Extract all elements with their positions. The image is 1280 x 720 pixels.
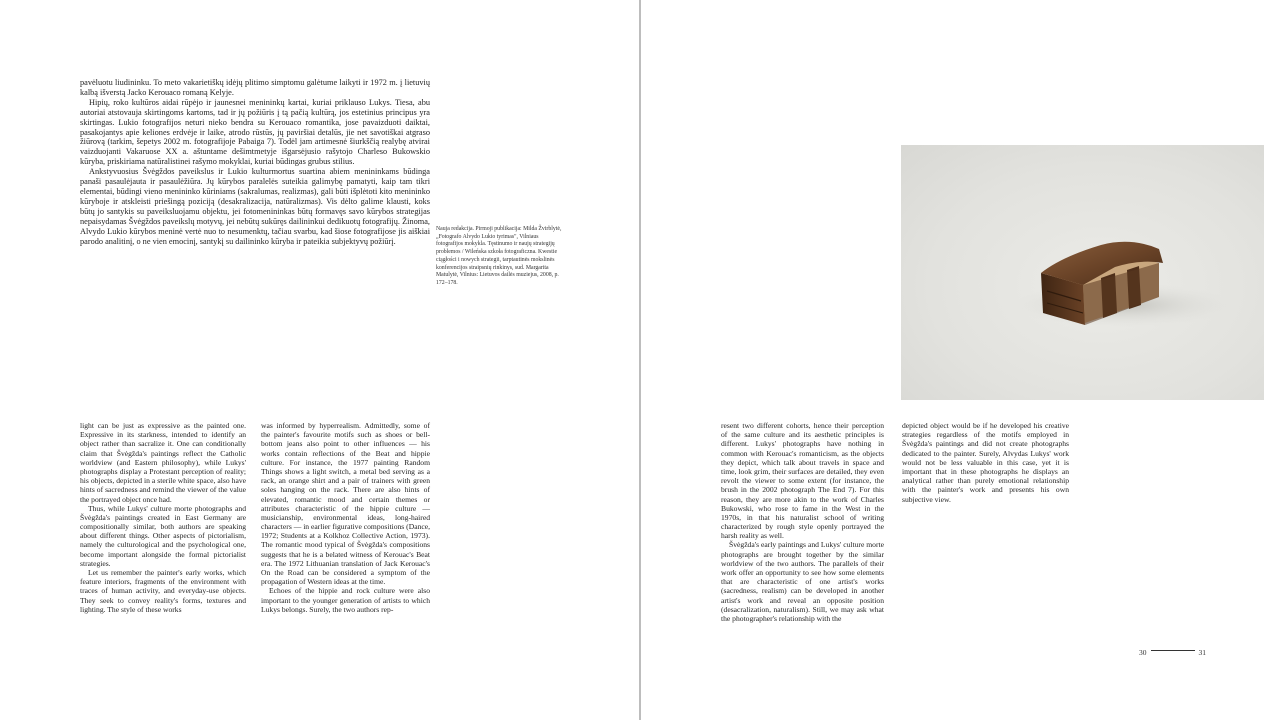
old-leather-book-photo <box>901 145 1264 400</box>
paragraph: Ankstyvuosius Švėgždos paveikslus ir Lukio kulturmortus suartina abiem menininkams būdinga panaši pasaulėjauta ir pasaulėžiūra. Jų kūrybos paralelės suteikia galimybę pamatyti, kaip tam tikri elementai, būdingi vieno menininko kūriniams (sakralumas, realizmas), gali būti išplėtoti kito menininko kūryboje ir atskleisti priešingą poziciją (desakralizacija, natūralizmas). Vis dėlto galime klausti, koks būtų jo santykis su paveiksluojamu objektu, jei fotomenininkas būtų formavęs savo kūrybos strategijas nepaisydamas Švėgždos paveikslų motyvų, jei nebūtų sukūręs dailininkui dedikuotų fotografijų. Žinoma, Alvydo Lukio kūrybos meninė vertė nuo to nesumenktų, tačiau svarbu, kad šiose fotografijose jis aiškiai parodo analitinį, o ne vien emocinį, santykį su dailininko kūryba ir pateikia subjektyvų požiūrį. <box>80 167 430 246</box>
paragraph: Let us remember the painter's early works, which feature interiors, fragments of the environment with traces of human activity, and everyday-use objects. They seek to convey reality's forms, textures and lighting. The style of these works <box>80 568 246 614</box>
book-image <box>901 145 1264 400</box>
paragraph: light can be just as expressive as the painted one. Expressive in its starkness, intended to identify an object rather than sacralize it. One can conditionally claim that Švėgžda's paintings reflect the Catholic worldview (and Eastern philosophy), while Lukys' photographs display a Protestant perception of reality; his objects, depicted in a sterile white space, also have hints of sacredness and remind the viewer of the value the portrayed object once had. <box>80 421 246 504</box>
paragraph: depicted object would be if he developed his creative strategies regardless of the motifs employed in Švėgžda's paintings and did not create photographs dedicated to the painter. Surely, Alvydas Lukys' work would not be less valuable in this case, yet it is important that in these photographs he displays an analytical rather than purely emotional relationship with the painter's work and presents his own subjective view. <box>902 421 1069 504</box>
paragraph: Echoes of the hippie and rock culture were also important to the younger generation of artists to which Lukys belongs. Surely, the two authors rep- <box>261 586 430 614</box>
paragraph: Thus, while Lukys' culture morte photographs and Švėgžda's paintings created in East Germany are compositionally similar, both authors are speaking about different things. Other aspects of pictorialism, namely the culturological and the psychological one, become important alongside the formal pictorialist strategies. <box>80 503 246 568</box>
english-column-4 <box>902 421 1069 504</box>
left-page <box>0 0 639 720</box>
right-page <box>641 0 1280 720</box>
paragraph: resent two different cohorts, hence their perception of the same culture and its aesthetic principles is different. Lukys' photographs have nothing in common with Kerouac's romanticism, as the objects they depict, which talk about travels in space and time, look grim, their surfaces are detailed, they even revolt the viewer to some extent (for instance, the brush in the 2002 photograph The End 7). For this reason, they are more akin to the work of Charles Bukowski, who rose to fame in the West in the 1970s, in that his naturalist school of writing characterized by rough style openly portrayed the harsh reality as well. <box>721 421 884 541</box>
english-column-2 <box>261 421 430 614</box>
page-numbers <box>1139 648 1206 657</box>
paragraph: Hipių, roko kultūros aidai rūpėjo ir jaunesnei menininkų kartai, kuriai priklauso Lukys. Tiesa, abu autoriai atstovauja skirtingoms kartoms, tad ir jų požiūris į tą pačią kultūrą, jos estetinius principus yra skirtingas. Lukio fotografijos neturi nieko bendra su Kerouaco romantika, jose pavaizduoti daiktai, pasakojantys apie keliones erdvėje ir laike, atrodo rūstūs, jų paviršiai detalūs, jie net savotiškai atgraso žiūrovą (tarkim, šepetys 2002 m. fotografijoje Pabaiga 7). Todėl jam artimesnė šiurkščią realybę atvirai vaizduojanti Vakaruose XX a. aštuntame dešimtmetyje išgarsėjusio rašytojo Charleso Bukowskio kūryba, priskiriama natūralistinei rašymo mokyklai, kuriai būdingas grubus stilius. <box>80 97 430 167</box>
page-number-left: 30 <box>1139 648 1147 657</box>
folio-rule <box>1151 650 1195 651</box>
page-number-right: 31 <box>1198 648 1206 657</box>
sidenote: Nauja redakcija. Pirmoji publikacija: Milda Žvirblytė, „Fotografo Alvydo Lukio tyrimas", Vilniaus fotografijos mokykla. Tęstinumo ir naujų strategijų problemos / Wileńska szkoła fotograficzna. Kwestie ciągłości i nowych strategii, tarptautinės mokslinės konferencijos straipsnių rinkinys, sud. Margarita Matulytė, Vilnius: Lietuvos dailės muziejus, 2008, p. 172–178. <box>436 226 562 286</box>
paragraph: Švėgžda's early paintings and Lukys' culture morte photographs are brought together by the similar worldview of the two authors. The parallels of their work offer an opportunity to see how some elements that are characteristic of one artist's works (sacredness, realism) can be developed in another artist's work and reveal an opposite position (desacralization, naturalism). Still, we may ask what the photographer's relationship with the <box>721 540 884 623</box>
english-column-1 <box>80 421 246 614</box>
paragraph: pavėluotu liudininku. To meto vakarietiškų idėjų plitimo simptomu galėtume laikyti ir 1972 m. į lietuvių kalbą išverstą Jacko Kerouaco romaną Kelyje. <box>80 78 430 97</box>
lithuanian-text <box>80 78 430 246</box>
english-column-3 <box>721 421 884 623</box>
paragraph: was informed by hyperrealism. Admittedly, some of the painter's favourite motifs such as shoes or bell-bottom jeans also point to other influences — his works contain reflections of the Beat and hippie culture. For instance, the 1977 painting Random Things shows a light switch, a metal bed serving as a rack, an orange shirt and a pair of trainers with green soles hanging on the rack. There are also hints of elevated, romantic mood and certain themes or attributes characteristic of the hippie culture — musicianship, environmental ideas, long-haired characters — in earlier figurative compositions (Dance, 1972; Students at a Kolkhoz Collective Action, 1973). The romantic mood typical of Švėgžda's compositions suggests that he is a belated witness of Kerouac's Beat era. The 1972 Lithuanian translation of Jack Kerouac's On the Road can be considered a symptom of the propagation of Western ideas at the time. <box>261 421 430 587</box>
